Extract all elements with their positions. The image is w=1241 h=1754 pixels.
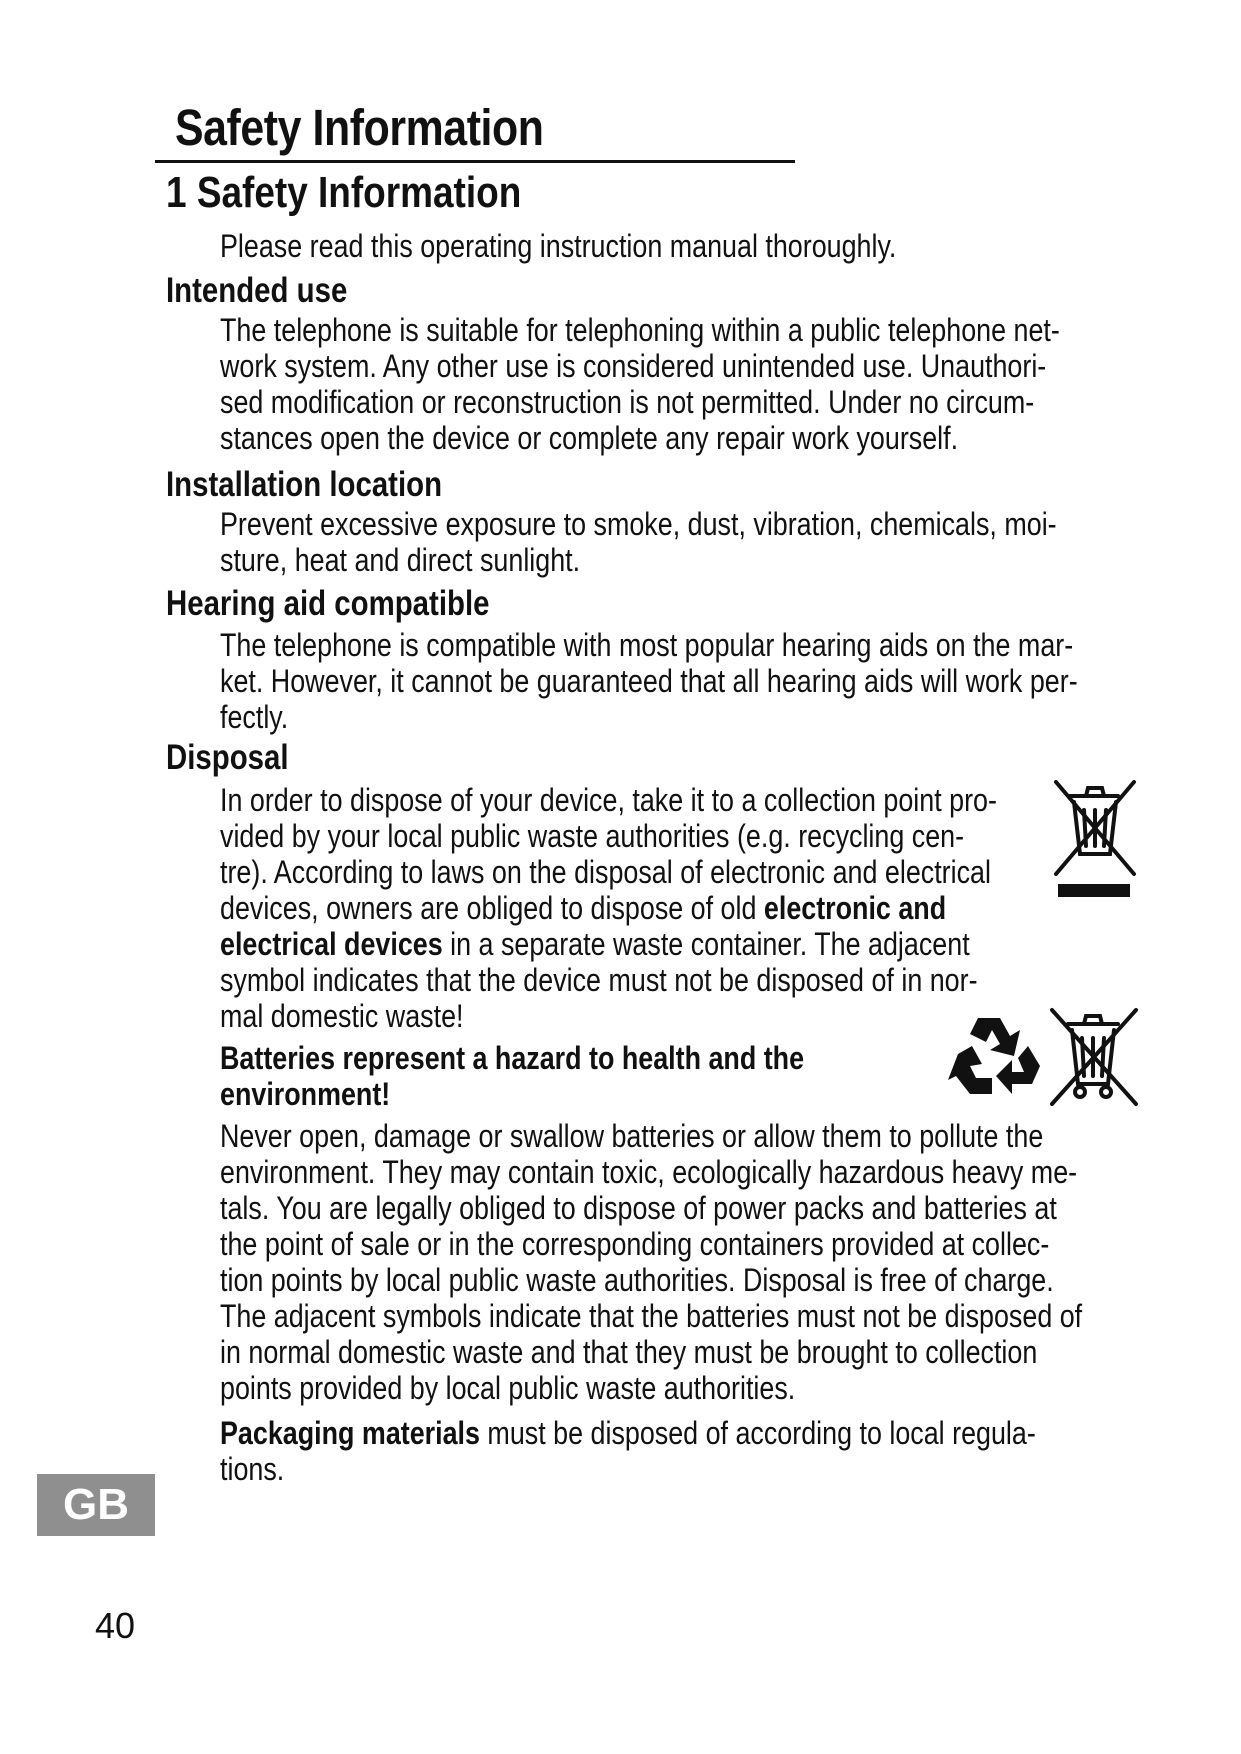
- recycling-icon: [948, 1010, 1046, 1102]
- intended-use-paragraph: The telephone is suitable for telephoning within a public telephone net- work system. Any other use is considered unintended use. Unauthori- sed modification or reconstruction is not permitted. Under no circum- stances open the device or complete any repair work yourself.: [220, 312, 1060, 456]
- battery-paragraph: Never open, damage or swallow batteries or allow them to pollute the environment. They may contain toxic, ecologically hazardous heavy me- tals. You are legally obliged to dispose of power packs and batteries at the point of sale or in the corresponding containers provided at collec- tion points by local public waste authorities. Disposal is free of charge. The adjacent symbols indicate that the batteries must not be disposed of in normal domestic waste and that they must be brought to collection points provided by local public waste authorities.: [220, 1118, 1083, 1406]
- hearing-aid-heading: Hearing aid compatible: [166, 584, 490, 623]
- installation-paragraph: Prevent excessive exposure to smoke, dust, vibration, chemicals, moi- sture, heat and direct sunlight.: [220, 506, 1057, 578]
- page-number: 40: [95, 1605, 136, 1646]
- weee-crossed-bin-icon: [1052, 778, 1138, 900]
- disposal-heading: Disposal: [166, 738, 289, 777]
- battery-weee-crossed-bin-icon: [1048, 1006, 1140, 1108]
- battery-warning: Batteries represent a hazard to health and the environment!: [220, 1040, 805, 1112]
- language-tab-gb: GB: [37, 1474, 155, 1536]
- disposal-paragraph: In order to dispose of your device, take it to a collection point pro- vided by your local public waste authorities (e.g. recycling cen- tre). According to laws on the disposal of electronic and electrical devices, owners are obliged to dispose of old electronic and electrical devices in a separate waste container. The adjacent symbol indicates that the device must not be disposed of in nor- mal domestic waste!: [220, 782, 997, 1034]
- intro-paragraph: Please read this operating instruction manual thoroughly.: [220, 228, 897, 264]
- packaging-paragraph: Packaging materials must be disposed of according to local regula- tions.: [220, 1415, 1036, 1487]
- header-rule: [155, 160, 795, 163]
- hearing-aid-paragraph: The telephone is compatible with most popular hearing aids on the mar- ket. However, it cannot be guaranteed that all hearing aids will work per- fectly.: [220, 627, 1078, 735]
- section-title: 1 Safety Information: [166, 168, 522, 217]
- intended-use-heading: Intended use: [166, 271, 348, 310]
- installation-heading: Installation location: [166, 465, 443, 504]
- page-header-title: Safety Information: [175, 99, 544, 156]
